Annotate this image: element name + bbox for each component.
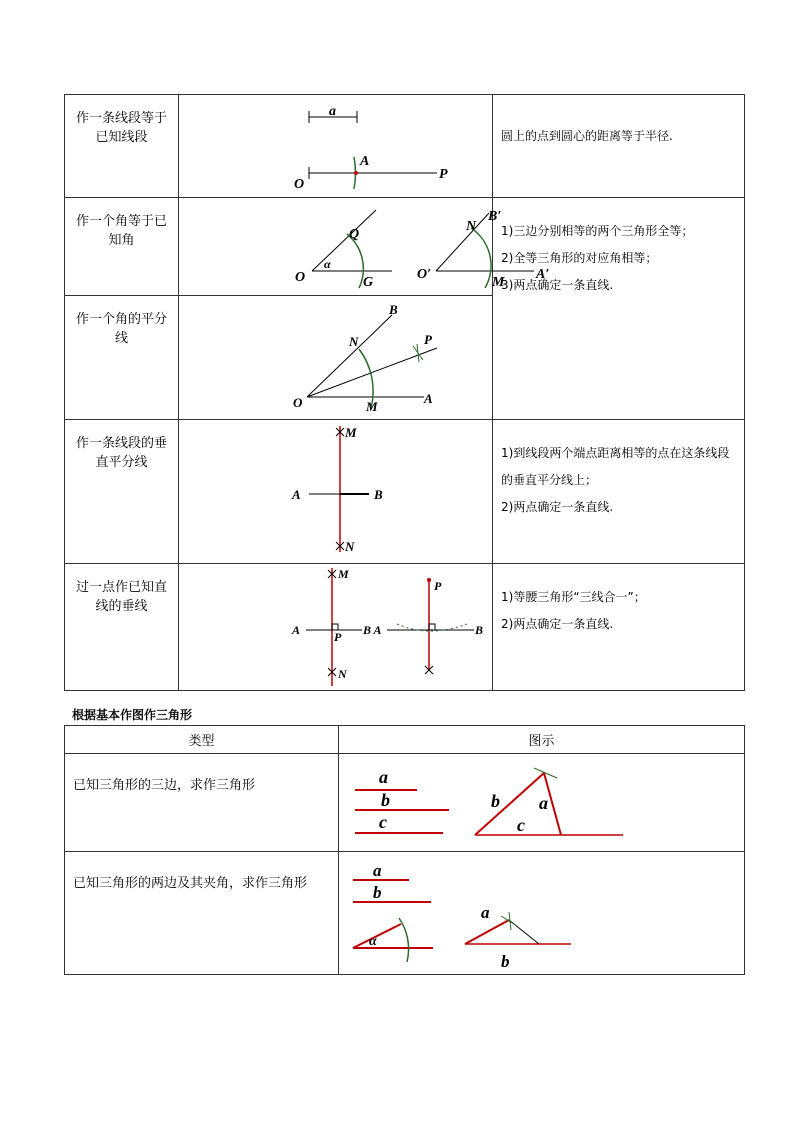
- triangle-table: [64, 725, 745, 975]
- label-P: P: [439, 167, 448, 182]
- row-name-segment: 作一条线段等于已知线段: [65, 95, 179, 198]
- note-line: 1)等腰三角形“三线合一”；: [501, 589, 646, 604]
- label-N: N: [345, 538, 355, 554]
- label-a: a: [373, 861, 382, 880]
- figure-two-sides: [339, 852, 745, 975]
- label-O: O: [295, 270, 306, 286]
- label-A: A: [292, 622, 301, 637]
- two-sides-figure: [339, 852, 745, 975]
- figure-angle-bisector: [179, 296, 493, 419]
- construction-table: [64, 94, 745, 691]
- row-name-bisector: 作一个角的平分线: [65, 296, 179, 419]
- label-A: A: [360, 154, 370, 169]
- header-type: 类型: [65, 726, 339, 754]
- label-N: N: [338, 666, 347, 681]
- label-a-tri: a: [539, 793, 548, 813]
- label-M: M: [345, 424, 357, 440]
- label-alpha: α: [324, 257, 331, 272]
- note-angle: [493, 198, 745, 419]
- label-B-A: B A: [363, 622, 382, 637]
- label-M: M: [492, 275, 505, 291]
- label-b: b: [373, 883, 382, 902]
- note-segment: 圆上的点到圆心的距离等于半径.: [493, 95, 745, 198]
- label-O: O: [294, 177, 305, 192]
- label-N: N: [466, 219, 477, 235]
- figure-copy-segment: [179, 95, 493, 198]
- label-M: M: [338, 566, 349, 581]
- note-line: 1)三边分别相等的两个三角形全等；: [501, 224, 694, 239]
- label-c-tri: c: [517, 815, 525, 835]
- label-O: O: [293, 395, 303, 411]
- row-label-two-sides: 已知三角形的两边及其夹角，求作三角形: [65, 852, 339, 975]
- row-name-angle: 作一个角等于已知角: [65, 198, 179, 296]
- label-B: B: [389, 302, 398, 318]
- label-B2: B: [475, 622, 484, 637]
- label-M: M: [366, 399, 378, 415]
- label-P: P: [334, 629, 342, 644]
- three-sides-figure: [339, 754, 745, 852]
- label-O-prime: O′: [417, 267, 432, 283]
- figure-perp-bisector: [179, 419, 493, 563]
- perpendicular-figure: [179, 564, 492, 691]
- note-perp-bisector: [493, 419, 745, 563]
- label-G: G: [363, 275, 374, 291]
- note-line: 2)两点确定一条直线.: [501, 499, 614, 514]
- label-alpha: α: [369, 934, 377, 949]
- copy-segment-figure: [179, 95, 492, 198]
- label-a: a: [329, 104, 336, 119]
- label-A: A: [424, 391, 433, 407]
- copy-angle-figure: [179, 198, 550, 296]
- label-a: a: [379, 767, 388, 787]
- figure-copy-angle: [179, 198, 550, 296]
- note-line: 3)两点确定一条直线.: [501, 278, 614, 293]
- label-c: c: [379, 812, 387, 832]
- figure-three-sides: [339, 754, 745, 852]
- row-name-perpendicular: 过一点作已知直线的垂线: [65, 563, 179, 690]
- label-b: b: [381, 790, 390, 810]
- label-B: B: [374, 486, 383, 502]
- row-name-perp-bisector: 作一条线段的垂直平分线: [65, 419, 179, 563]
- label-P: P: [424, 332, 432, 348]
- label-B-prime: B′: [488, 209, 502, 225]
- figure-perpendicular: [179, 563, 493, 690]
- label-b-tri: b: [491, 791, 500, 811]
- section-caption: 根据基本作图作三角形: [72, 708, 193, 722]
- label-N: N: [349, 334, 359, 350]
- label-a-tri: a: [481, 903, 490, 922]
- note-line: 1)到线段两个端点距离相等的点在这条线段的垂直平分线上；: [501, 445, 730, 487]
- perp-bisector-figure: [179, 420, 492, 564]
- angle-bisector-figure: [179, 296, 492, 419]
- row-label-three-sides: 已知三角形的三边，求作三角形: [65, 754, 339, 852]
- label-Q: Q: [349, 227, 360, 243]
- header-figure: 图示: [339, 726, 745, 754]
- label-P2: P: [434, 578, 442, 593]
- note-line: 2)两点确定一条直线.: [501, 616, 614, 631]
- label-A: A: [292, 486, 301, 502]
- note-line: 2)全等三角形的对应角相等；: [501, 251, 658, 266]
- label-A-prime: A′: [536, 267, 550, 283]
- note-perpendicular: [493, 563, 745, 690]
- label-b-tri: b: [501, 952, 510, 971]
